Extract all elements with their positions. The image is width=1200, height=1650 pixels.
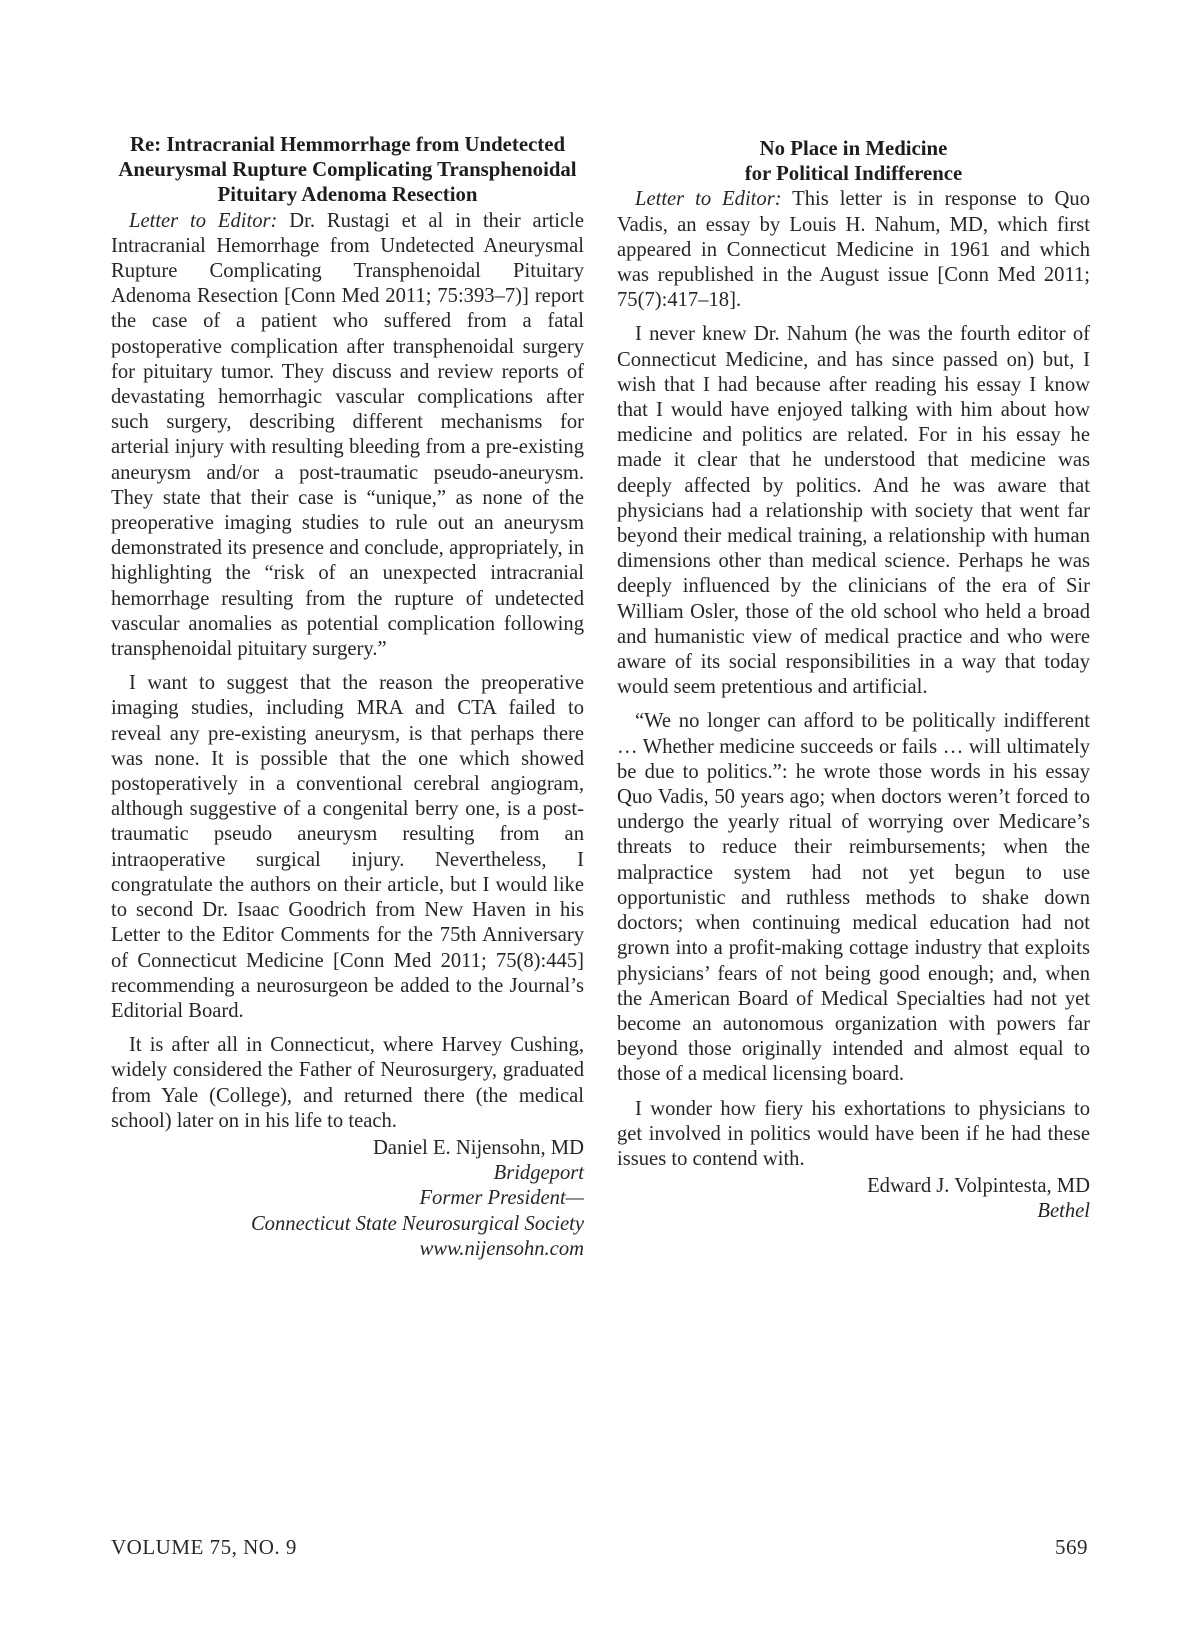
- right-paragraph-4: I wonder how fiery his exhortations to physicians to get involved in politics would have been if he had these issues to contend with.: [617, 1097, 1090, 1170]
- left-signature-city: Bridgeport: [493, 1162, 584, 1185]
- volume-footer: VOLUME 75, NO. 9: [111, 1535, 297, 1559]
- left-signature-role: Former President—: [419, 1187, 584, 1210]
- left-paragraph-1: [111, 209, 584, 663]
- right-letter-title: [617, 136, 1090, 186]
- right-title-line-1: No Place in Medicine: [759, 137, 948, 160]
- left-paragraph-2: I want to suggest that the reason the preoperative imaging studies, including MRA and CTA failed to reveal any pre-existing aneurysm, is that perhaps there was none. It is possible that the one which showed postoperatively in a conventional cerebral angiogram, although suggestive of a congenital berry one, is a post-traumatic pseudo aneurysm resulting from an intraoperative surgical injury. Nevertheless, I congratulate the authors on their article, but I would like to second Dr. Isaac Goodrich from New Haven in his Letter to the Editor Comments for the 75th Anniversary of Connecticut Medicine [Conn Med 2011; 75(8):445] recommending a neurosurgeon be added to the Journal’s Editorial Board.: [111, 672, 584, 1022]
- left-paragraph-1-text: Dr. Rustagi et al in their article Intracranial Hemorrhage from Undetected Aneurysmal Rupture Complicating Transphenoidal Pituitary Adenoma Resection [Conn Med 2011; 75:393–7)] report the case of a patient who suffered from a fatal postoperative complication after transphenoidal surgery for pituitary tumor. They discuss and review reports of devastating hemorrhagic vascular complications after such surgery, describing different mechanisms for arterial injury with resulting bleeding from a pre-existing aneurysm and/or a post-traumatic pseudo-aneurysm. They state that their case is “unique,” as none of the preoperative imaging studies to rule out an aneurysm demonstrated its presence and conclude, appropriately, in highlighting the “risk of an unexpected intracranial hemorrhage resulting from the rupture of undetected vascular anomalies as potential complication following transphenoidal pituitary surgery.”: [111, 209, 585, 661]
- left-paragraph-3: It is after all in Connecticut, where Harvey Cushing, widely considered the Father of Neurosurgery, graduated from Yale (College), and returned there (the medical school) later on in his life to teach.: [111, 1034, 584, 1132]
- left-signature-website: www.nijensohn.com: [419, 1237, 584, 1260]
- left-signature-organization: Connecticut State Neurosurgical Society: [250, 1212, 584, 1235]
- right-paragraph-3: “We no longer can afford to be politically indifferent … Whether medicine succeeds or fails … will ultimately be due to politics.”: he wrote those words in his essay Quo Vadis, 50 years ago; when doctors weren’t forced to undergo the yearly ritual of worrying over Medicare’s threats to reduce their reimbursements; when the malpractice system had not yet begun to use opportunistic and ruthless methods to shake down doctors; when continuing medical education had not grown into a profit-making cottage industry that exploits physicians’ fears of not being good enough; and, when the American Board of Medical Specialties had not yet become an autonomous organization with powers far beyond those originally intended and almost equal to those of a medical licensing board.: [617, 710, 1090, 1086]
- right-letter-label: Letter to Editor:: [635, 188, 782, 211]
- left-letter-title: [111, 132, 584, 208]
- left-letter: [111, 132, 584, 1262]
- left-title-line-2: Aneurysmal Rupture Complicating Transphenoidal: [118, 158, 577, 182]
- left-title-line-3: Pituitary Adenoma Resection: [217, 183, 478, 207]
- right-paragraph-1: [617, 187, 1090, 313]
- left-signature: [111, 1136, 584, 1262]
- right-signature-name: Edward J. Volpintesta, MD: [867, 1175, 1090, 1198]
- right-title-line-2: for Political Indifference: [744, 162, 963, 186]
- left-signature-name: Daniel E. Nijensohn, MD: [372, 1136, 584, 1159]
- left-letter-label: Letter to Editor:: [129, 209, 278, 232]
- page-number: 569: [1055, 1535, 1088, 1559]
- right-paragraph-2: I never knew Dr. Nahum (he was the fourth editor of Connecticut Medicine, and has since passed on) but, I wish that I had because after reading his essay I know that I would have enjoyed talking with him about how medicine and politics are related. For in his essay he made it clear that he understood that medicine was deeply affected by politics. And he was aware that physicians had a relationship with society that went far beyond their medical training, a relationship with human dimensions other than medical science. Perhaps he was deeply influenced by the clinicians of the era of Sir William Osler, those of the old school who held a broad and humanistic view of medical practice and who were aware of its social responsibilities in a way that today would seem pretentious and artificial.: [617, 323, 1090, 699]
- left-title-line-1: Re: Intracranial Hemmorrhage from Undetected: [129, 133, 566, 156]
- right-signature: [617, 1174, 1090, 1224]
- right-letter: [617, 132, 1090, 1225]
- right-signature-city: Bethel: [1037, 1200, 1090, 1223]
- right-paragraph-1-text: This letter is in response to Quo Vadis, an essay by Louis H. Nahum, MD, which first appeared in Connecticut Medicine in 1961 and which was republished in the August issue [Conn Med 2011; 75(7):417–18].: [617, 188, 1090, 312]
